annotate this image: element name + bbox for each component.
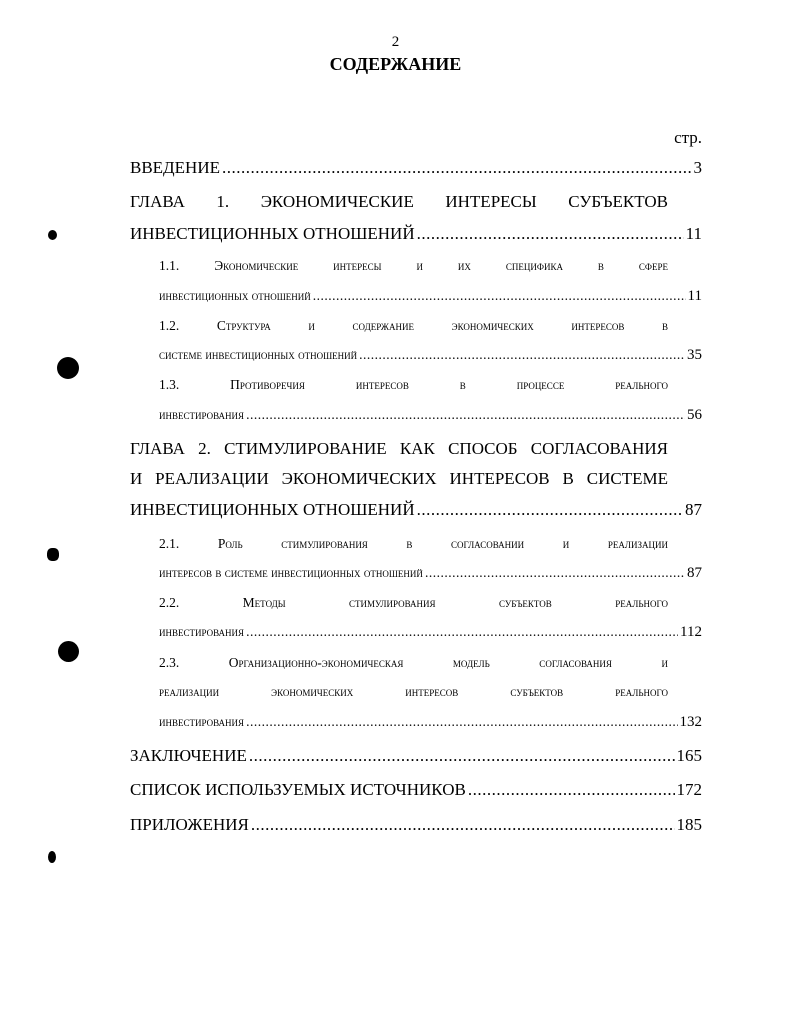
toc-page-number: 3 — [693, 158, 702, 177]
toc-leader — [313, 288, 686, 304]
punch-hole-mark — [48, 851, 56, 863]
toc-page-number: 87 — [687, 565, 702, 581]
toc-page-number: 185 — [676, 815, 702, 834]
toc-entry-title: инвестирования — [159, 624, 245, 639]
toc-entry-title: инвестиционных отношений — [159, 288, 311, 303]
toc-entry-2-3-line-1[interactable]: 2.3. Организационно-экономическая модель согласования и — [159, 655, 668, 670]
page-column-label: стр. — [674, 128, 702, 147]
toc-page-number: 172 — [676, 780, 702, 799]
toc-entry-2-2[interactable] — [159, 624, 702, 641]
toc-page-number: 56 — [687, 407, 702, 423]
toc-entry-2-1-line-1[interactable]: 2.1. Роль стимулирования в согласовании и реализации — [159, 536, 668, 551]
toc-entry-1-2[interactable] — [159, 347, 702, 364]
toc-entry-introduction[interactable] — [130, 158, 702, 178]
page-number: 2 — [391, 34, 400, 50]
toc-leader — [417, 500, 683, 520]
toc-entry-chapter-1[interactable] — [130, 224, 702, 244]
toc-entry-2-3[interactable] — [159, 714, 702, 731]
toc-entry-appendices[interactable] — [130, 815, 702, 835]
toc-entry-title: ВВЕДЕНИЕ — [130, 158, 220, 177]
punch-hole-mark — [57, 357, 79, 379]
toc-page-number: 11 — [687, 288, 702, 304]
toc-entry-title: ПРИЛОЖЕНИЯ — [130, 815, 249, 834]
toc-entry-title: ЗАКЛЮЧЕНИЕ — [130, 746, 247, 765]
toc-entry-1-3-line-1[interactable]: 1.3. Противоречия интересов в процессе реального — [159, 377, 668, 392]
toc-page-number: 132 — [679, 714, 702, 730]
toc-entry-2-2-line-1[interactable]: 2.2. Методы стимулирования субъектов реального — [159, 595, 668, 610]
toc-entry-title: ИНВЕСТИЦИОННЫХ ОТНОШЕНИЙ — [130, 224, 415, 243]
toc-entry-title: СПИСОК ИСПОЛЬЗУЕМЫХ ИСТОЧНИКОВ — [130, 780, 466, 799]
toc-entry-1-1[interactable] — [159, 288, 702, 305]
toc-entry-conclusion[interactable] — [130, 746, 702, 766]
toc-leader — [417, 224, 684, 244]
toc-entry-chapter-1-line-1[interactable]: ГЛАВА 1. ЭКОНОМИЧЕСКИЕ ИНТЕРЕСЫ СУБЪЕКТОВ — [130, 192, 668, 211]
toc-entry-2-1[interactable] — [159, 565, 702, 582]
toc-entry-references[interactable] — [130, 780, 702, 800]
toc-entry-1-2-line-1[interactable]: 1.2. Структура и содержание экономических интересов в — [159, 318, 668, 333]
toc-page-number: 11 — [685, 224, 702, 243]
toc-entry-chapter-2[interactable] — [130, 500, 702, 520]
page-title: СОДЕРЖАНИЕ — [329, 54, 462, 74]
toc-entry-title: системе инвестиционных отношений — [159, 347, 358, 362]
toc-leader — [425, 565, 685, 581]
toc-entry-title: ИНВЕСТИЦИОННЫХ ОТНОШЕНИЙ — [130, 500, 415, 519]
punch-hole-mark — [58, 641, 79, 662]
toc-entry-chapter-2-line-2[interactable]: И РЕАЛИЗАЦИИ ЭКОНОМИЧЕСКИХ ИНТЕРЕСОВ В СИСТЕМЕ — [130, 469, 668, 488]
punch-hole-mark — [47, 548, 59, 561]
toc-page-number: 165 — [676, 746, 702, 765]
toc-entry-title: инвестирования — [159, 714, 245, 729]
toc-leader — [249, 746, 675, 766]
toc-entry-title: интересов в системе инвестиционных отношений — [159, 565, 423, 580]
toc-leader — [359, 347, 685, 363]
toc-entry-1-3[interactable] — [159, 407, 702, 424]
toc-entry-1-1-line-1[interactable]: 1.1. Экономические интересы и их специфика в сфере — [159, 258, 668, 273]
toc-leader — [246, 714, 677, 730]
toc-entry-2-3-line-2[interactable]: реализации экономических интересов субъектов реального — [159, 684, 668, 699]
toc-leader — [468, 780, 675, 800]
toc-page-number: 87 — [685, 500, 702, 519]
toc-page-number: 35 — [687, 347, 702, 363]
toc-leader — [246, 407, 685, 423]
toc-entry-chapter-2-line-1[interactable]: ГЛАВА 2. СТИМУЛИРОВАНИЕ КАК СПОСОБ СОГЛАСОВАНИЯ — [130, 439, 668, 458]
punch-hole-mark — [48, 230, 57, 240]
toc-leader — [222, 158, 692, 178]
toc-leader — [246, 624, 678, 640]
toc-leader — [251, 815, 675, 835]
toc-entry-title: инвестирования — [159, 407, 245, 422]
toc-page-number: 112 — [680, 624, 702, 640]
